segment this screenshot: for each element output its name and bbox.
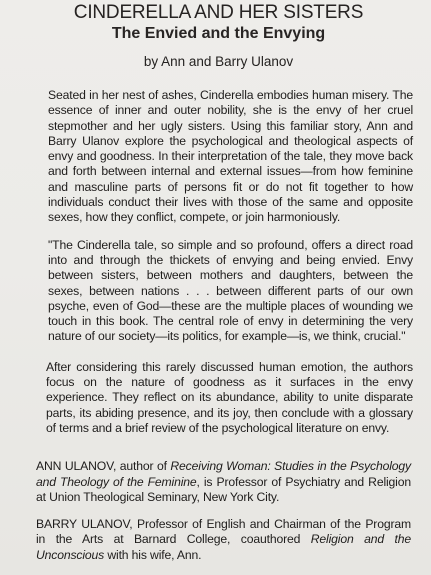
bio-barry-lead: BARRY ULANOV, Professor of English and Chairman of the Program in the Arts at Barnard College, coauthored [36,517,411,547]
bio-barry-tail: with his wife, Ann. [104,547,202,562]
book-title: CINDERELLA AND HER SISTERS [73,2,364,23]
blurb-paragraph-3: After considering this rarely discussed human emotion, the authors focus on the nature of goodness as it surfaces in the envy experience. They reflect on its abundance, ability to unite disparate parts, its abiding presence, and its joy, then conclude with a glossary of terms and a brief review of the psychological literature on envy. [46,359,413,435]
bio-ann-lead: ANN ULANOV, author of [36,459,171,474]
author-bio-barry [36,517,411,563]
book-subtitle: The Envied and the Envying [111,25,326,42]
blurb-paragraph-1: Seated in her nest of ashes, Cinderella embodies human misery. The essence of inner and outer nobility, she is the envy of her cruel stepmother and her ugly sisters. Using this familiar story, Ann and Barry Ulanov explore the psychological and theological aspects of envy and goodness. In their interpretation of the tale, they move back and forth between internal and external issues—from how feminine and masculine parts of persons fit or do not fit together to how individuals conduct their lives with those of the same and opposite sexes, how they conflict, compete, or join harmoniously. [48,88,413,225]
byline: by Ann and Barry Ulanov [143,54,294,69]
bio-ann-tail: , is Professor of Psychiatry and Religion at Union Theological Seminary, New York City. [36,474,411,504]
blurb-quote-paragraph: "The Cinderella tale, so simple and so profound, offers a direct road into and through the thickets of envying and being envied. Envy between sisters, between mothers and daughters, between the sexes, between nations . . . between different parts of our own psyche, even of God—these are the multiple places of wounding we touch in this book. The central role of envy in determining the very nature of our society—its politics, for example—is, we think, crucial." [48,237,413,344]
bio-ann-book-title: Receiving Woman: Studies in the Psychology and Theology of the Feminine [36,459,411,489]
author-bio-ann [36,459,411,505]
bio-barry-book-title: Religion and the Unconscious [36,532,412,562]
